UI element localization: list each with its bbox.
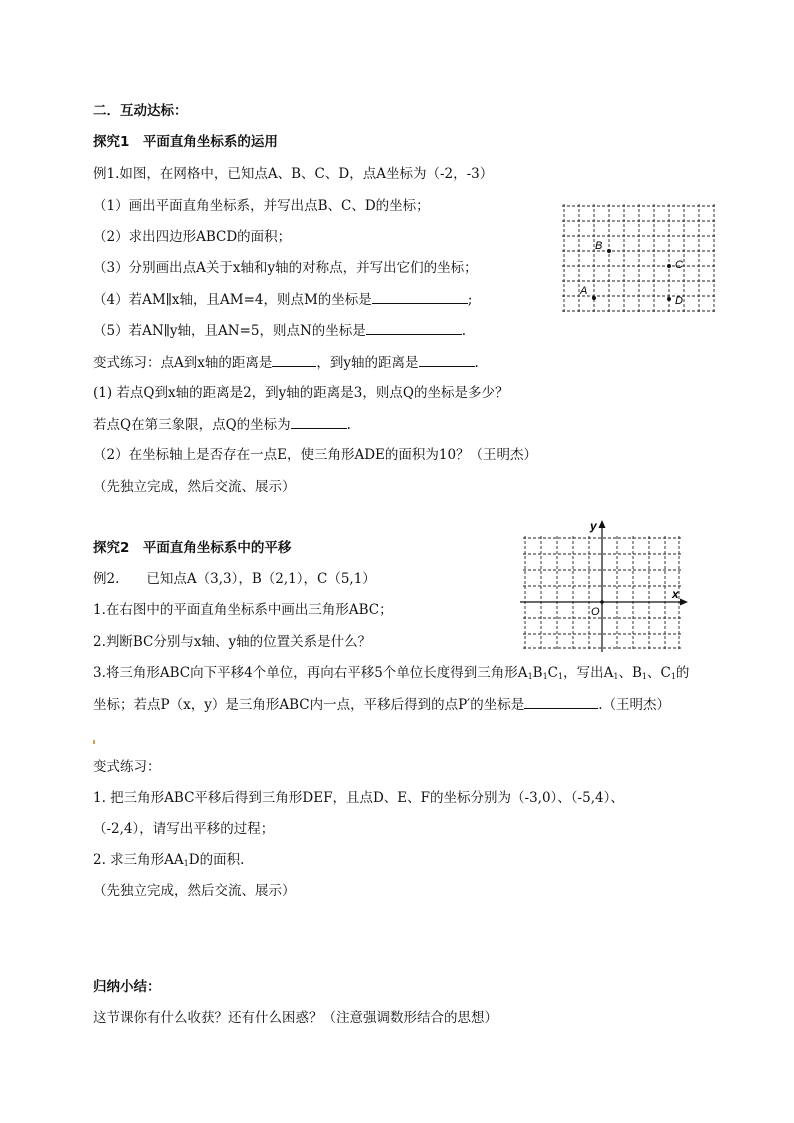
sub-b1b: 1 [641, 672, 647, 681]
origin-label: O [591, 606, 600, 618]
label-b: B [595, 240, 603, 252]
point-d [667, 297, 671, 301]
explore1-q5-text: （5）若AN∥y轴，且AN=5，则点N的坐标是 [93, 323, 366, 339]
explore2-q3: 3.将三角形ABC向下平移4个单位，再向右平移5个单位长度得到三角形$A_1B_1C_1$，写出$A_1$、$B_1$、$C_1$的 [93, 665, 690, 681]
sub-a1c: 1 [183, 859, 189, 868]
origin-point [600, 600, 604, 604]
explore2-v2 [93, 852, 244, 872]
explore1-q4 [93, 291, 472, 308]
explore1-q3: （3）分别画出点A关于x轴和y轴的对称点，并写出它们的坐标； [93, 260, 478, 276]
explore1-q2: （2）求出四边形ABCD的面积； [93, 229, 292, 245]
sub-a1: 1 [527, 672, 533, 681]
variant-text-b: ，到y轴的距离是 [316, 355, 419, 371]
example1-text: 例1.如图，在网格中，已知点A、B、C、D，点A坐标为（-2，-3） [93, 166, 494, 182]
v2-text-b: D的面积. [188, 852, 245, 868]
grid-figure-axes [520, 518, 690, 656]
variant-text-c: . [474, 355, 479, 371]
point-c [667, 264, 671, 268]
explore1-q4-text: （4）若AM∥x轴，且AM=4，则点M的坐标是 [93, 292, 372, 308]
q3-text-b: ，写出A [563, 665, 614, 681]
point-a [592, 296, 596, 300]
y-axis-label: y [590, 519, 597, 533]
example2-text: 例2. 已知点A（3,3），B（2,1），C（5,1） [93, 571, 376, 587]
grid-figure-abcd [560, 202, 720, 318]
sub-a1b: 1 [613, 672, 619, 681]
explore1-v1b [93, 416, 351, 433]
answer-blank-x-distance[interactable] [272, 354, 316, 367]
label-c: C [675, 259, 683, 271]
label-a: A [580, 285, 588, 297]
variant-text-a: 变式练习：点A到x轴的距离是 [93, 355, 273, 371]
v1b-end: . [346, 417, 351, 433]
explore1-q5 [93, 322, 466, 339]
q3-text-a: 3.将三角形ABC向下平移4个单位，再向右平移5个单位长度得到三角形A [93, 665, 528, 681]
explore2-variant-title: 变式练习： [93, 759, 161, 775]
sub-c1b: 1 [670, 672, 676, 681]
explore1-title: 探究1 平面直角坐标系的运用 [93, 134, 278, 150]
q3-line2-end: .（王明杰） [598, 697, 671, 713]
answer-blank-m[interactable] [372, 291, 468, 304]
sub-c1: 1 [558, 672, 564, 681]
q3-line2-text: 坐标；若点P（x，y）是三角形ABC内一点，平移后得到的点P′的坐标是 [93, 697, 525, 713]
label-d: D [675, 295, 683, 307]
answer-blank-y-distance[interactable] [419, 354, 475, 367]
explore1-q5-end: . [461, 323, 467, 339]
answer-blank-q[interactable] [291, 416, 347, 429]
explore2-note: （先独立完成，然后交流、展示） [93, 883, 296, 899]
section-title: 二．互动达标： [93, 103, 188, 119]
answer-blank-p[interactable] [524, 696, 598, 709]
stray-mark [93, 740, 95, 744]
sub-b1: 1 [542, 672, 548, 681]
point-b [607, 249, 611, 253]
explore1-q4-end: ; [467, 292, 473, 308]
v2-text-a: 2. 求三角形AA [93, 852, 184, 868]
explore1-v1: (1) 若点Q到x轴的距离是2，到y轴的距离是3，则点Q的坐标是多少？ [93, 385, 509, 401]
explore1-q1: （1）画出平面直角坐标系，并写出点B、C、D的坐标； [93, 198, 430, 214]
x-axis-arrow-icon [680, 599, 688, 606]
summary-text: 这节课你有什么收获？还有什么困惑？（注意强调数形结合的思想） [93, 1010, 498, 1026]
explore1-v2: （2）在坐标轴上是否存在一点E，使三角形ADE的面积为10？（王明杰） [93, 447, 538, 463]
explore2-v1b: （-2,4），请写出平移的过程； [93, 821, 275, 837]
x-axis-label: x [672, 587, 679, 601]
explore1-variant [93, 354, 479, 371]
explore2-q1: 1.在右图中的平面直角坐标系中画出三角形ABC； [93, 602, 393, 618]
answer-blank-n[interactable] [366, 322, 462, 335]
summary-title: 归纳小结： [93, 979, 161, 995]
explore2-v1a: 1. 把三角形ABC平移后得到三角形DEF，且点D、E、F的坐标分别为（-3,0）、（-5,4）、 [93, 790, 624, 806]
q3-text-c: 的 [675, 665, 690, 681]
explore2-q3-line2 [93, 696, 670, 713]
explore2-title: 探究2 平面直角坐标系中的平移 [93, 540, 292, 556]
explore2-q2: 2.判断BC分别与x轴、y轴的位置关系是什么？ [93, 634, 372, 650]
y-axis-arrow-icon [599, 520, 606, 528]
explore1-note: （先独立完成，然后交流、展示） [93, 479, 296, 495]
v1b-text: 若点Q在第三象限，点Q的坐标为 [93, 417, 291, 433]
